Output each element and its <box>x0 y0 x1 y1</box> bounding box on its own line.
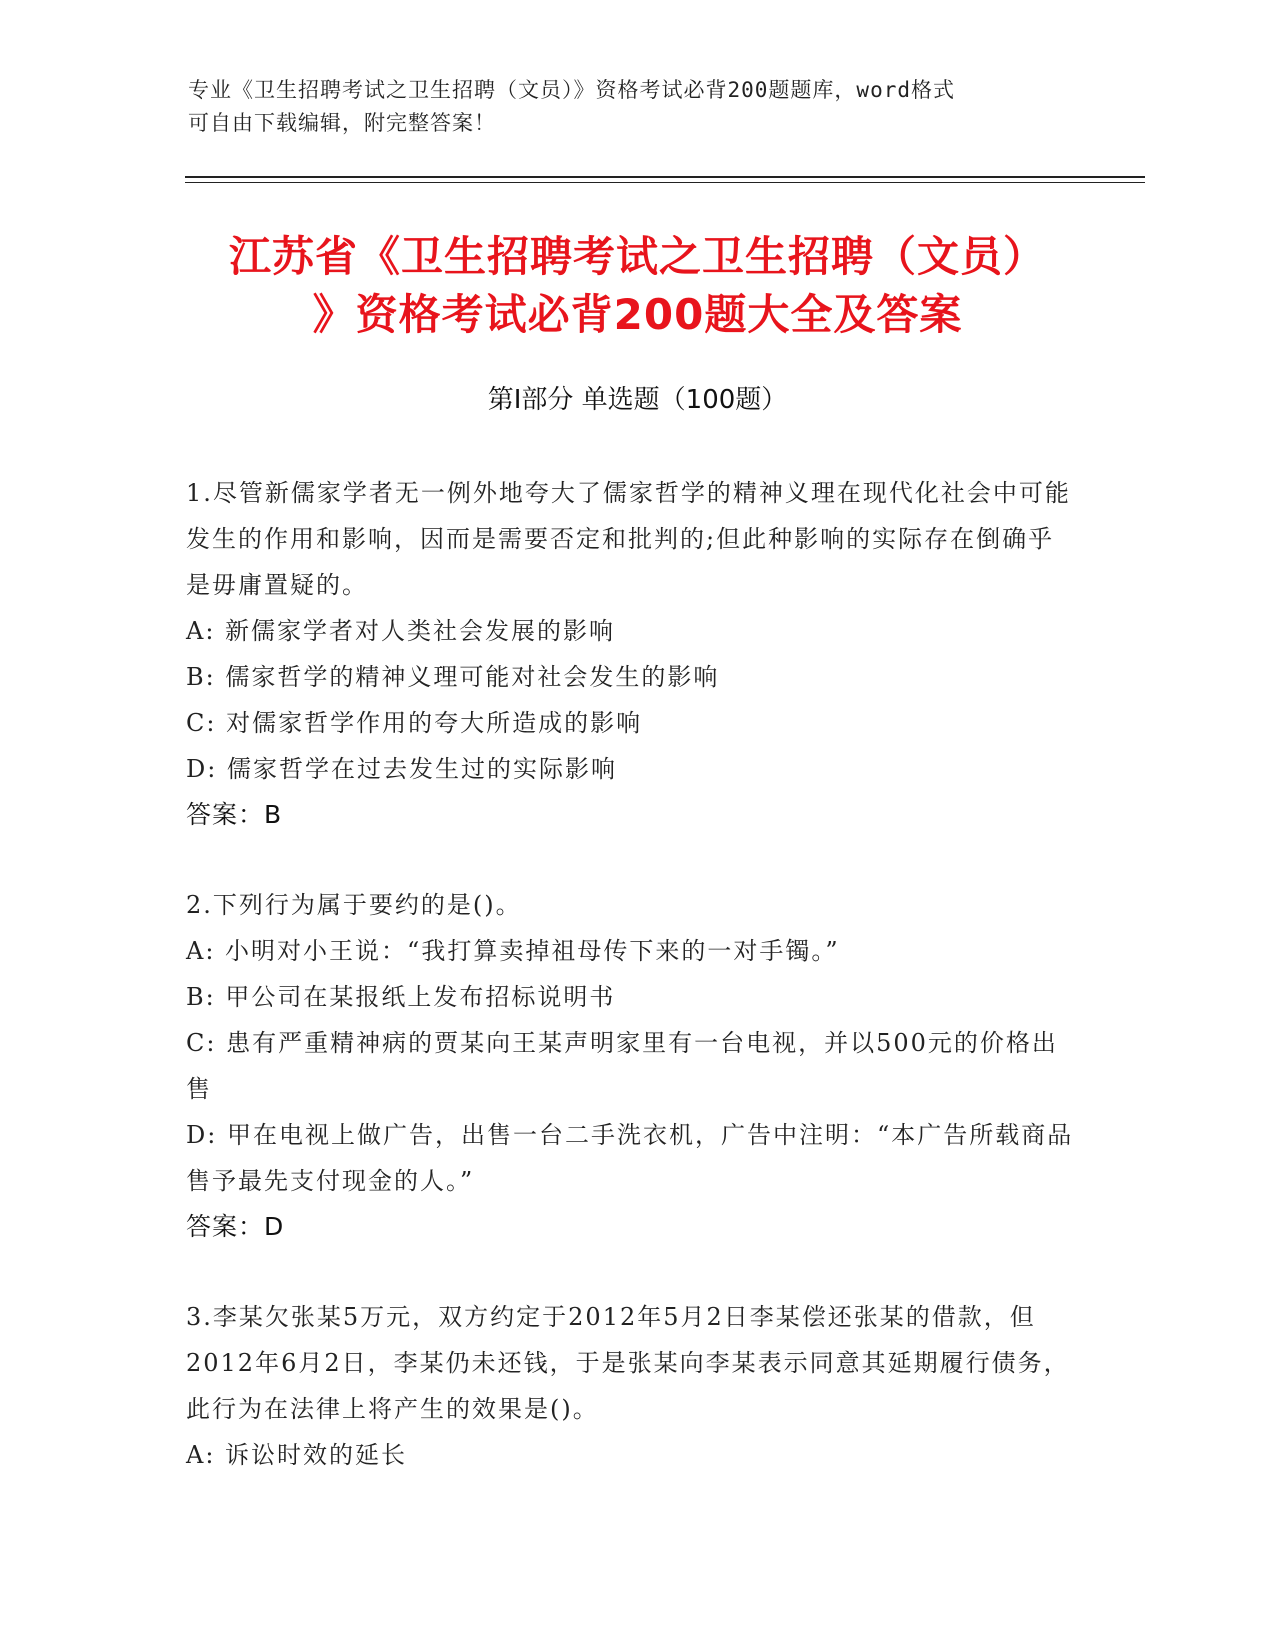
option-d: D: 儒家哲学在过去发生过的实际影响 <box>186 755 617 783</box>
option-b: B: 儒家哲学的精神义理可能对社会发生的影响 <box>186 663 720 691</box>
question-stem: 3.李某欠张某5万元，双方约定于2012年5月2日李某偿还张某的借款，但2012年6月2日，李某仍未还钱，于是张某向李某表示同意其延期履行债务，此行为在法律上将产生的效果是()。 <box>186 1303 1070 1423</box>
section-title: 第Ⅰ部分 单选题（100题） <box>487 385 788 415</box>
question-list <box>186 470 1076 1522</box>
question-1 <box>186 470 1076 838</box>
question-3 <box>186 1294 1076 1478</box>
question-stem: 2.下列行为属于要约的是()。 <box>186 891 522 919</box>
header-divider-thick <box>185 176 1145 178</box>
document-title-line-2: 》资格考试必背200题大全及答案 <box>312 290 963 339</box>
option-b: B: 甲公司在某报纸上发布招标说明书 <box>186 983 616 1011</box>
answer: 答案：D <box>186 1212 285 1241</box>
header-note <box>188 74 1068 140</box>
question-stem: 1.尽管新儒家学者无一例外地夸大了儒家哲学的精神义理在现代化社会中可能发生的作用和影响，因而是需要否定和批判的;但此种影响的实际存在倒确乎是毋庸置疑的。 <box>186 479 1071 599</box>
option-c: C: 患有严重精神病的贾某向王某声明家里有一台电视，并以500元的价格出售 <box>186 1029 1058 1103</box>
option-c: C: 对儒家哲学作用的夸大所造成的影响 <box>186 709 643 737</box>
question-2 <box>186 882 1076 1250</box>
header-divider-thin <box>185 182 1145 183</box>
option-a: A: 小明对小王说：“我打算卖掉祖母传下来的一对手镯。” <box>186 937 840 965</box>
document-title <box>150 228 1125 344</box>
option-a: A: 诉讼时效的延长 <box>186 1441 408 1469</box>
option-a: A: 新儒家学者对人类社会发展的影响 <box>186 617 616 645</box>
header-note-line-2: 可自由下载编辑，附完整答案！ <box>188 111 496 135</box>
option-d: D: 甲在电视上做广告，出售一台二手洗衣机，广告中注明：“本广告所载商品售予最先支付现金的人。” <box>186 1121 1074 1195</box>
header-note-line-1: 专业《卫生招聘考试之卫生招聘（文员）》资格考试必背200题题库，word格式 <box>188 78 955 102</box>
answer: 答案：B <box>186 800 283 829</box>
document-title-line-1: 江苏省《卫生招聘考试之卫生招聘（文员） <box>228 232 1046 281</box>
